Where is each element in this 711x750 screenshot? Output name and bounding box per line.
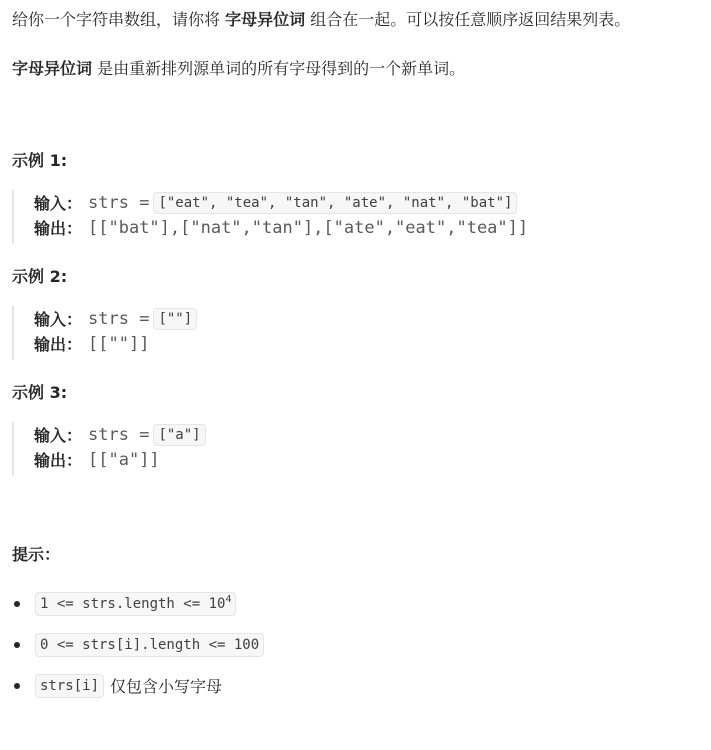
constraint-code-text: strs[i]	[40, 677, 100, 694]
input-value: [""]	[153, 308, 197, 330]
hints-title: 提示：	[12, 545, 61, 564]
example-title: 示例 3:	[12, 383, 68, 402]
input-prefix: strs =	[88, 308, 150, 329]
constraint-code-text: 1 <= strs.length <= 10	[40, 595, 226, 612]
example-block	[12, 422, 206, 476]
bullet-icon	[14, 601, 20, 607]
example-block	[12, 306, 197, 360]
constraint-code	[35, 592, 236, 616]
example-output-line	[34, 447, 206, 472]
description-paragraph-2	[12, 57, 465, 81]
example-input-line	[34, 306, 197, 331]
example-output-line	[34, 331, 197, 356]
description-paragraph-1	[12, 8, 630, 32]
constraint-code-text: 0 <= strs[i].length <= 100	[40, 636, 260, 653]
constraint-code	[35, 674, 104, 698]
input-value: ["eat", "tea", "tan", "ate", "nat", "bat"]	[153, 192, 517, 214]
example-input-line	[34, 422, 206, 447]
input-label: 输入：	[34, 194, 83, 213]
bullet-icon	[14, 642, 20, 648]
hints-list	[12, 590, 264, 713]
input-prefix: strs =	[88, 424, 150, 445]
example-output-line	[34, 215, 528, 240]
list-item	[12, 672, 264, 699]
description-text: 是由重新排列源单词的所有字母得到的一个新单词。	[92, 59, 466, 78]
constraint-code	[35, 633, 264, 657]
bullet-icon	[14, 683, 20, 689]
constraint-exponent: 4	[225, 593, 232, 605]
example-title: 示例 2:	[12, 267, 68, 286]
output-label: 输出：	[34, 451, 83, 470]
output-value: [["a"]]	[88, 449, 160, 470]
input-label: 输入：	[34, 310, 83, 329]
output-label: 输出：	[34, 335, 83, 354]
output-label: 输出：	[34, 219, 83, 238]
anagram-term: 字母异位词	[12, 59, 93, 78]
input-label: 输入：	[34, 426, 83, 445]
list-item	[12, 631, 264, 658]
output-value: [["bat"],["nat","tan"],["ate","eat","tea"]]	[88, 217, 529, 238]
list-item	[12, 590, 264, 617]
example-block	[12, 190, 528, 244]
description-text: 给你一个字符串数组，请你将	[12, 10, 226, 29]
example-title: 示例 1:	[12, 151, 68, 170]
output-value: [[""]]	[88, 333, 150, 354]
input-prefix: strs =	[88, 192, 150, 213]
input-value: ["a"]	[153, 424, 205, 446]
constraint-text: 仅包含小写字母	[110, 677, 223, 696]
anagram-term: 字母异位词	[225, 10, 306, 29]
example-input-line	[34, 190, 528, 215]
description-text: 组合在一起。可以按任意顺序返回结果列表。	[305, 10, 631, 29]
